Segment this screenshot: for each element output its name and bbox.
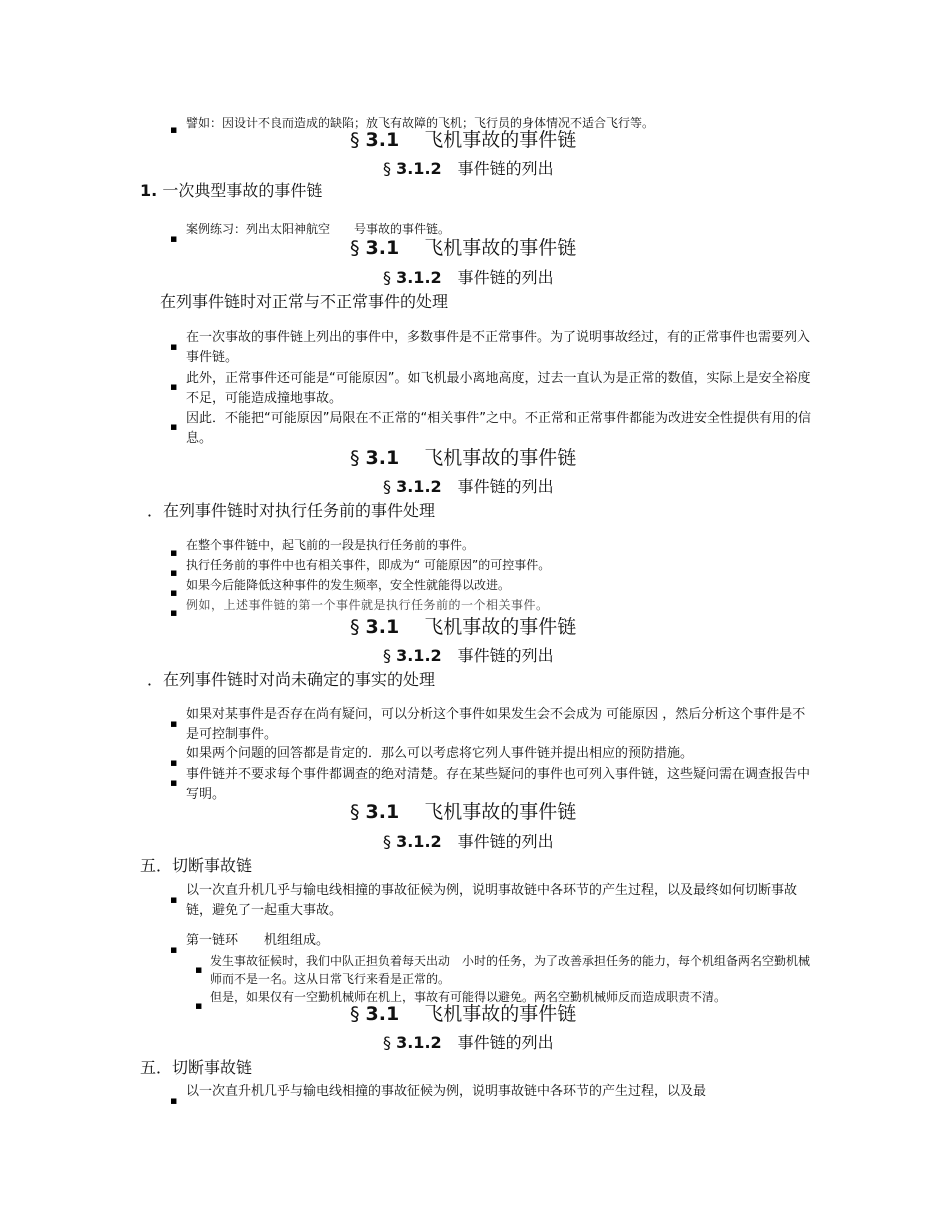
topic-heading: 五．切断事故链 bbox=[140, 856, 253, 875]
bullet-marker: ▪ bbox=[170, 893, 178, 906]
bullet-marker: ▪ bbox=[195, 963, 203, 976]
bullet-text: 以一次直升机几乎与输电线相撞的事故征候为例，说明事故链中各环节的产生过程，以及最终如何切断事故链，避免了一起重大事故。 bbox=[186, 883, 798, 918]
section-heading: § 3.1 飞机事故的事件链 bbox=[350, 801, 577, 823]
top-bullet-text: 譬如：因设计不良而造成的缺陷；放飞有故障的飞机；飞行员的身体情况不适合飞行等。 bbox=[186, 116, 655, 130]
topic-heading: ．在列事件链时对执行任务前的事件处理 bbox=[147, 501, 436, 520]
subsection-heading: § 3.1.2 事件链的列出 bbox=[383, 646, 554, 665]
subsection-heading: § 3.1.2 事件链的列出 bbox=[383, 268, 554, 287]
bullet-text: 如果对某事件是否存在尚有疑问，可以分析这个事件如果发生会不会成为 可能原因 ，然后分析这个事件是不是可控制事件。 bbox=[186, 707, 806, 742]
subsection-heading: § 3.1.2 事件链的列出 bbox=[383, 832, 554, 851]
bullet-marker: ▪ bbox=[170, 123, 178, 136]
bullet-text: 例如，上述事件链的第一个事件就是执行任务前的一个相关事件。 bbox=[186, 598, 549, 612]
section-heading: § 3.1 飞机事故的事件链 bbox=[350, 129, 577, 151]
bullet-marker: ▪ bbox=[170, 566, 178, 579]
bullet-marker: ▪ bbox=[170, 232, 178, 245]
subsection-heading: § 3.1.2 事件链的列出 bbox=[383, 477, 554, 496]
bullet-marker: ▪ bbox=[170, 717, 178, 730]
bullet-text: 事件链并不要求每个事件都调查的绝对清楚。存在某些疑问的事件也可列入事件链，这些疑问需在调查报告中写明。 bbox=[186, 767, 811, 802]
bullet-marker: ▪ bbox=[170, 340, 178, 353]
sub-bullet-text: 发生事故征候时，我们中队正担负着每天出动 小时的任务，为了改善承担任务的能力，每个机组备两名空勤机械师而不是一名。这从日常飞行来看是正常的。 bbox=[210, 954, 811, 986]
section-heading: § 3.1 飞机事故的事件链 bbox=[350, 447, 577, 469]
bullet-text: 如果两个问题的回答都是肯定的．那么可以考虑将它列人事件链并提出相应的预防措施。 bbox=[186, 746, 694, 761]
bullet-marker: ▪ bbox=[170, 586, 178, 599]
bullet-marker: ▪ bbox=[170, 756, 178, 769]
bullet-text: 第一链环 机组组成。 bbox=[186, 933, 330, 948]
section-heading: § 3.1 飞机事故的事件链 bbox=[350, 1003, 577, 1025]
bullet-marker: ▪ bbox=[170, 776, 178, 789]
bullet-text: 案例练习：列出太阳神航空 号事故的事件链。 bbox=[186, 222, 451, 236]
bullet-marker: ▪ bbox=[170, 420, 178, 433]
section-heading: § 3.1 飞机事故的事件链 bbox=[350, 616, 577, 638]
subsection-heading: § 3.1.2 事件链的列出 bbox=[383, 159, 554, 178]
bullet-marker: ▪ bbox=[170, 546, 178, 559]
topic-heading: 1. 一次典型事故的事件链 bbox=[140, 181, 323, 200]
bullet-text: 以一次直升机几乎与输电线相撞的事故征候为例，说明事故链中各环节的产生过程，以及最 bbox=[186, 1084, 707, 1099]
topic-heading: ．在列事件链时对尚未确定的事实的处理 bbox=[147, 670, 436, 689]
bullet-marker: ▪ bbox=[170, 943, 178, 956]
bullet-marker: ▪ bbox=[170, 606, 178, 619]
bullet-text: 执行任务前的事件中也有相关事件，即成为“ 可能原因”的可控事件。 bbox=[186, 558, 551, 572]
bullet-marker: ▪ bbox=[195, 999, 203, 1012]
topic-heading: 在列事件链时对正常与不正常事件的处理 bbox=[160, 292, 449, 311]
sub-bullet-text: 但是，如果仅有一空勤机械师在机上，事故有可能得以避免。两名空勤机械师反而造成职责不清。 bbox=[210, 990, 727, 1004]
bullet-text: 在整个事件链中，起飞前的一段是执行任务前的事件。 bbox=[186, 538, 475, 552]
subsection-heading: § 3.1.2 事件链的列出 bbox=[383, 1033, 554, 1052]
bullet-text: 此外，正常事件还可能是“可能原因”。如飞机最小离地高度，过去一直认为是正常的数值，实际上是安全裕度不足，可能造成撞地事故。 bbox=[186, 371, 811, 406]
section-heading: § 3.1 飞机事故的事件链 bbox=[350, 237, 577, 259]
bullet-marker: ▪ bbox=[170, 1094, 178, 1107]
bullet-text: 因此．不能把“可能原因”局限在不正常的“相关事件”之中。不正常和正常事件都能为改进安全性提供有用的信息。 bbox=[186, 411, 811, 446]
topic-heading: 五．切断事故链 bbox=[140, 1058, 253, 1077]
bullet-text: 在一次事故的事件链上列出的事件中，多数事件是不正常事件。为了说明事故经过，有的正常事件也需要列入事件链。 bbox=[186, 330, 811, 365]
bullet-text: 如果今后能降低这种事件的发生频率，安全性就能得以改进。 bbox=[186, 578, 511, 592]
bullet-marker: ▪ bbox=[170, 380, 178, 393]
